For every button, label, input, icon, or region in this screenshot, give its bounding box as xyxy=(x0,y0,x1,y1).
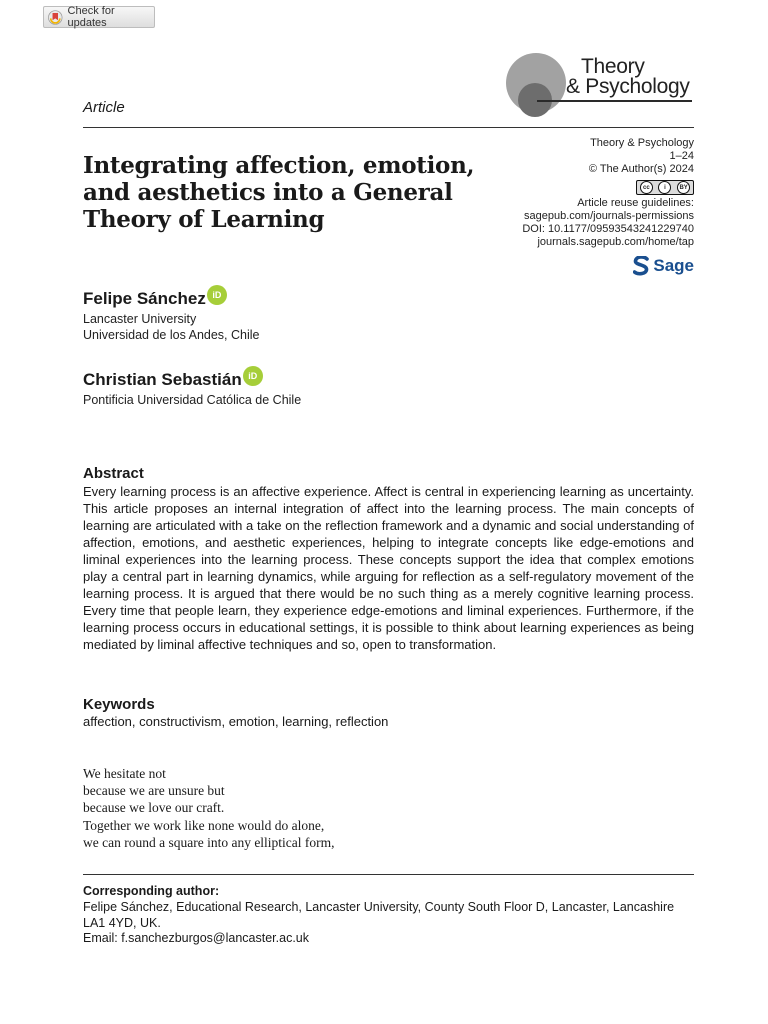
sage-logo[interactable] xyxy=(633,256,694,276)
cc-by-license-badge[interactable] xyxy=(636,180,694,195)
meta-journal: Theory & Psychology xyxy=(590,137,694,149)
author-name-1 xyxy=(83,289,227,309)
meta-reuse-link[interactable]: sagepub.com/journals-permissions xyxy=(524,210,694,222)
corresponding-author xyxy=(83,884,694,947)
poem-line: because we are unsure but xyxy=(83,783,225,799)
logo-text-line2: & Psychology xyxy=(566,75,690,98)
sage-s-icon xyxy=(633,256,649,276)
orcid-icon[interactable]: iD xyxy=(207,285,227,305)
corresponding-author-label: Corresponding author: xyxy=(83,884,220,898)
orcid-icon[interactable]: iD xyxy=(243,366,263,386)
check-for-updates-label: Check for updates xyxy=(67,5,115,29)
epigraph-poem xyxy=(83,765,335,851)
affiliation: Universidad de los Andes, Chile xyxy=(83,328,260,342)
corresponding-author-address: Felipe Sánchez, Educational Research, Lancaster University, County South Floor D, Lancaster, Lancashire LA1 4YD, UK. xyxy=(83,899,675,930)
update-badge-icon xyxy=(48,10,63,25)
poem-line: Together we work like none would do alone, xyxy=(83,817,325,833)
by-label: BY xyxy=(677,181,690,194)
author-affiliations-1 xyxy=(83,311,260,343)
logo-text-line1: Theory xyxy=(581,55,645,78)
logo-underline xyxy=(537,100,692,102)
meta-doi-link[interactable]: DOI: 10.1177/09593543241229740 xyxy=(522,223,694,235)
article-title: Integrating affection, emotion, and aesthetics into a General Theory of Learning xyxy=(83,152,475,233)
affiliation: Pontificia Universidad Católica de Chile xyxy=(83,393,302,407)
article-type: Article xyxy=(83,99,125,116)
by-person-icon: i xyxy=(658,181,671,194)
cc-icon: cc xyxy=(640,181,653,194)
author-name-1-text: Felipe Sánchez xyxy=(83,289,206,308)
poem-line: we can round a square into any elliptical form, xyxy=(83,834,335,850)
abstract-heading: Abstract xyxy=(83,465,144,482)
meta-reuse-label: Article reuse guidelines: xyxy=(577,197,694,209)
footnote-divider xyxy=(83,874,694,875)
abstract-text: Every learning process is an affective experience. Affect is central in experiencing learning as uncertainty. This article proposes an internal integration of affect into the learning process. The main concepts of learning are articulated with a take on the reflection framework and a dynamic and social understanding of affection, emotions, and aesthetic experiences, helping to integrate concepts like edge-emotions and liminal experiences into the learning process. These concepts support the idea that complex emotions play a central part in learning dynamics, while arguing for reflection as a self-regulatory movement of the learning process. It is argued that there would be no such thing as a merely cognitive learning process. Every time that people learn, they experience edge-emotions and liminal experiences. Furthermore, if the learning process occurs in educational settings, it is possible to think about learning experiences as being mediated by liminal affective techniques and so, open to transformation. xyxy=(83,484,694,652)
keywords-text: affection, constructivism, emotion, learning, reflection xyxy=(83,714,389,729)
author-name-2 xyxy=(83,370,263,390)
meta-copyright: © The Author(s) 2024 xyxy=(588,163,694,175)
corresponding-author-email[interactable]: Email: f.sanchezburgos@lancaster.ac.uk xyxy=(83,931,309,946)
journal-logo[interactable] xyxy=(505,50,695,118)
publication-meta xyxy=(522,137,694,249)
poem-line: We hesitate not xyxy=(83,766,166,781)
affiliation: Lancaster University xyxy=(83,312,197,326)
sage-label: Sage xyxy=(653,256,694,275)
author-name-2-text: Christian Sebastián xyxy=(83,370,242,389)
meta-journal-link[interactable]: journals.sagepub.com/home/tap xyxy=(537,236,694,248)
poem-line: because we love our craft. xyxy=(83,800,225,816)
meta-pages: 1–24 xyxy=(669,150,694,162)
check-for-updates-button[interactable] xyxy=(43,6,155,28)
keywords-heading: Keywords xyxy=(83,696,155,713)
author-affiliations-2 xyxy=(83,392,301,408)
header-divider xyxy=(83,127,694,128)
